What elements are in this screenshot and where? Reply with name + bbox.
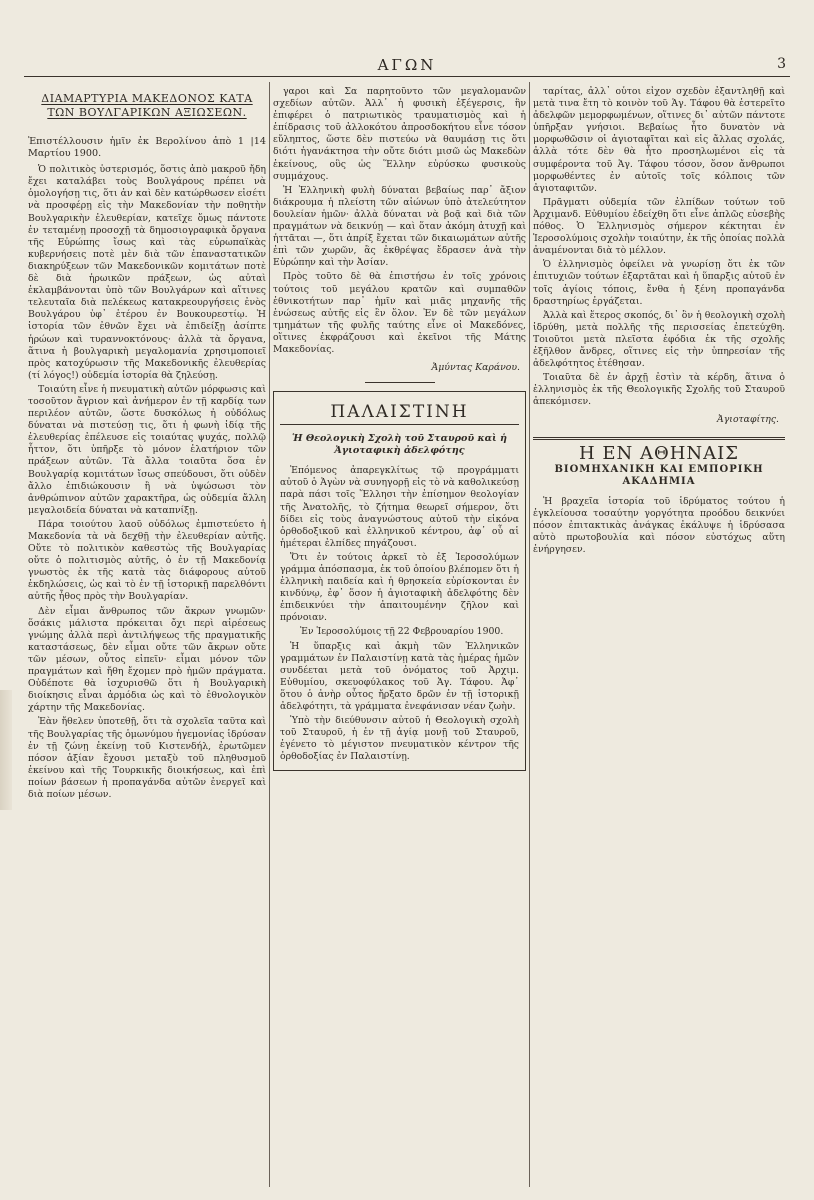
separator-rule — [533, 437, 785, 440]
paragraph: Ὅτι ἐν τούτοις ἀρκεῖ τὸ ἐξ Ἱεροσολύμων γράμμα ἀπόσπασμα, ἐκ τοῦ ὁποίου βλέπομεν ὅτι ἡ ἑλληνικὴ παιδεία καὶ ἡ θρησκεία εὑρίσκονται ἐν κινδύνῳ, ἐφ᾽ ὅσον ἡ ἀγιοταφικὴ ἀδελφότης δὲν ἐπιδεικνύει τὴν ἀπαιτουμένην ζῆλον καὶ πρόνοιαν. — [280, 551, 519, 624]
newspaper-title: ΑΓΩΝ — [377, 56, 437, 74]
paragraph: Τοιαύτη εἶνε ἡ πνευματικὴ αὐτῶν μόρφωσις καὶ τοσοῦτον ἄγριον καὶ ἀνήμερον ἐν τῇ καρδίᾳ των περιλέον αὐτῶν, ὥστε δυσκόλως ἠ οὐδόλως δύναται νὰ πιστεύσῃ τις, ὅτι ἡ φωνὴ ἰδίᾳ τῆς ἐλευθερίας ἐπέλευσε εἰς τοιαύτας ψυχάς, πολλῷ ἧττον, ὅτι ὑπῆρξε τὸ μόνον ἐλατήριον τῶν πράξεων αὐτῶν. Τὰ ἄλλα τοιαῦτα ὅσα ἐν Βουλγαρίᾳ κομιτάτων ἴσως σπεύδουσι, ὅτι οὐδὲν ἄλλο ἐπιδιώκουσιν ἢ νὰ ὑψώσωσι τὸν ἀνθρώπινον αὐτῶν χαρακτῆρα, ὡς οὐδεμία ἄλλη μεγαλοιδεία δύναται νὰ καταπνίξῃ. — [28, 383, 266, 516]
paragraph: Ἐπόμενος ἀπαρεγκλίτως τῷ προγράμματι αὐτοῦ ὁ Ἀγὼν νὰ συνηγορῇ εἰς τὸ νὰ καθολικεύσῃ παρὰ πάσι τοῖς Ἕλλησι τὴν ἐπίσημον θεολογίαν τῆς Ἀνατολῆς, τὸ ζήτημα θεωρεῖ σήμερον, ὅτι δίδει εἰς τοὺς ἀναγνώστους αὐτοῦ τὴν εἰκόνα ὀρθοδοξικοῦ καὶ ἑλληνικοῦ κέντρου, ἀφ᾽ οὗ αἱ ἡμέτεραι ἐλπίδες πηγάζουσι. — [280, 465, 519, 549]
column-3 — [533, 86, 785, 1186]
paragraph: γαροι καὶ Σα παρητοῦντο τῶν μεγαλομανῶν σχεδίων αὐτῶν. Ἀλλ᾽ ἡ φυσικὴ ἐξέγερσις, ἣν ἐπιφέρει ὁ πατριωτικὸς τραυματισμὸς καὶ ἡ ἐπίδρασις τοῦ ἀλλοκότου ἀπροσδοκήτου εἶνε τόσον εὔληπτος, ὥστε δὲν πιστεύω νὰ θαυμάσῃ τις ὅτι διότι ἠγανάκτησα τὴν οὔτε διότι μισῶ ὡς Μακεδὼν ἐκείνους, οὓς ὡς Ἕλλην εὐρύσκω φυσικοὺς συμμάχους. — [273, 86, 526, 182]
paragraph: Πρὸς τοῦτο δὲ θὰ ἐπιστήσω ἐν τοῖς χρόνοις τούτοις τοῦ μεγάλου κρατῶν καὶ συμπαθῶν ἐθνικοτήτων παρ᾽ ἡμῖν καὶ μιᾶς μηχανῆς τῆς ἑνώσεως αὐτῆς εἰς ἓν ὅλον. Ἐν δὲ τῶν μεγάλων τμημάτων τῆς φυλῆς ταύτης εἶνε οἱ Μακεδόνες, οἵτινες ἐκφράζουσι καὶ ἐκεῖνοι τῆς Μάτης Μακεδονίας. — [273, 271, 526, 355]
paragraph: Ὁ πολιτικὸς ὑστερισμός, ὅστις ἀπὸ μακροῦ ἤδη ἔχει καταλάβει τοὺς Βουλγάρους πρέπει νὰ ὁμολογήσῃ τις, ὅτι ἀν καὶ δὲν κατώρθωσεν εἰσέτι νὰ προσφέρῃ εἰς τὴν Μακεδονίαν τὴν ποθητὴν Βουλγαρικὴν ἐλευθερίαν, κατεῖχε ὅμως πάντοτε ἐν τεταμένῃ προσοχῇ τὰ δημοσιογραφικὰ ὄργανα τῆς Εὐρώπης ἴσως καὶ τὰς εὐρωπαϊκὰς κυβερνήσεις ποτὲ μὲν διὰ τῶν ἐπαναστατικῶν διακηρύξεων τῶν Μακεδονικῶν κομιτάτων ποτὲ δὲ διὰ ἡρωικῶν πράξεων, ὡς αὐταὶ ἐκλαμβάνονται ὑπὸ τῶν Βουλγάρων καὶ αἵτινες τελευταῖα διὰ πελέκεως κατακρεουργήσεις ἐνὸς Βουλγάρου ὑφ᾽ ἑτέρου ἐν Βουκουρεστίῳ. Ἡ ἱστορία τῶν ἐθνῶν ἔχει νὰ ἐπιδείξῃ ἀσίπτε ἡρώων καὶ τυραννοκτόνους· ἀλλὰ τὰ ὄργανα, ἅτινα ἡ βουλγαρικὴ μεγαλομανία χρησιμοποιεῖ πρὸς κατοχύρωσιν τῆς Μακεδονικῆς ἐλευθερίας (τί λόγος!) οὐδεμία ἱστορία θὰ ζηλεύσῃ. — [28, 164, 266, 381]
article-signature: Ἀμύντας Καράνου. — [431, 362, 520, 374]
article-date: Ἐν Ἱεροσολύμοις τῇ 22 Φεβρουαρίου 1900. — [300, 626, 504, 638]
paragraph: ταρίτας, ἀλλ᾽ οὗτοι εἶχον σχεδὸν ἐξαντληθῇ καὶ μετὰ τινα ἔτη τὸ κοινὸν τοῦ Ἁγ. Τάφου θὰ ἐστερεῖτο ἀδελφῶν μεμορφωμένων, οἵτινες δι᾽ αὐτῶν πάντοτε ὑπῆρξαν γνήσιοι. Βεβαίως ἦτο δυνατὸν νὰ μορφωθῶσιν οἱ ἀγιοταφῖται καὶ εἰς ἄλλας σχολάς, ἀλλὰ τότε δὲν θὰ ἦτο προσηλωμένοι εἰς τὰ συμφέροντα τοῦ Ἁγ. Τάφου τόσον, ὅσον ἄνθρωποι μορφωθέντες ἐν αὐτοῖς τοῖς κόλποις τῶν ἀγιοταφιτῶν. — [533, 86, 785, 194]
column-rule-1 — [269, 82, 270, 1187]
page-header — [24, 56, 790, 77]
paragraph: Δὲν εἶμαι ἄνθρωπος τῶν ἄκρων γνωμῶν· ὅσάκις μάλιστα πρόκειται ὄχι περὶ αἰρέσεως γνώμης ἀλλὰ περὶ ἀντιλήψεως τῆς πραγματικῆς καταστάσεως, δὲν εἶμαι οὔτε τῶν ἄκρων οὔτε τῶν μέσων, οὗτος εἰπεῖν· εἶμαι μόνον τῶν πραγμάτων καὶ ἤθη ἔχομεν πρὸ ἡμῶν πράγματα. Οὐδέποτε θὰ ἰσχυρισθῶ ὅτι ἡ Βουλγαρικὴ διοίκησις εἶναι ἀρμόδια ὡς καὶ τὸ ἐθνολογικὸν χάρτην τῆς Μακεδονίας. — [28, 605, 266, 714]
column-1 — [28, 86, 266, 1186]
separator-rule — [365, 382, 435, 383]
article-subtitle: ΒΙΟΜΗΧΑΝΙΚΗ ΚΑΙ ΕΜΠΟΡΙΚΗ ΑΚΑΔΗΜΙΑ — [554, 463, 764, 487]
paragraph: Ἀλλὰ καὶ ἕτερος σκοπός, δι᾽ ὃν ἡ θεολογικὴ σχολὴ ἱδρύθη, μετὰ πολλῆς τῆς περισσείας ἐπετεύχθη. Τοιοῦτοι μετὰ πλεῖστα ἐφόδια ἐκ τῆς σχολῆς ἐξῆλθον ἄνδρες, οἵτινες εἰς τὴν ὑπηρεσίαν τῆς ἀδελφότητος ἐτέθησαν. — [533, 309, 785, 370]
article-signature: Ἀγιοταφίτης. — [717, 414, 779, 426]
article-title: Η ΕΝ ΑΘΗΝΑΙΣ — [578, 442, 740, 464]
section-title: ΠΑΛΑΙΣΤΙΝΗ — [280, 396, 519, 425]
paragraph: Ἡ ὕπαρξις καὶ ἀκμὴ τῶν Ἑλληνικῶν γραμμάτων ἐν Παλαιστίνῃ κατὰ τὰς ἡμέρας ἡμῶν συνδέεται μετὰ τοῦ ὀνόματος τοῦ Ἀρχιμ. Εὐθυμίου, σκευοφύλακος τοῦ Ἁγ. Τάφου. Ἀφ᾽ ὅτου ὁ ἀνὴρ οὗτος ἤρξατο δρῶν ἐν τῇ ἱστορικῇ ἀδελφότητι, τὰ γράμματα ἐνεφάνισαν νέαν ζωὴν. — [280, 640, 519, 713]
article-dateline: Ἐπιστέλλουσιν ἡμῖν ἐκ Βερολίνου ἀπὸ 1 |14 Μαρτίου 1900. — [28, 136, 266, 160]
paragraph: Ἡ Ἑλληνικὴ φυλὴ δύναται βεβαίως παρ᾽ ἄξιον διάκρουμα ἡ πλείστη τῶν αἰώνων ὑπὸ ἀτελεύτητον δουλείαν ἡμῶν· ἀλλὰ δύναται νὰ βοᾷ καὶ διὰ τῶν πραγμάτων νὰ δεικνύῃ — καὶ ὅταν ἀκόμη ἀτυχῇ καὶ ἡττᾶται —, ὅτι ἀπρίξ ἔχεται τῶν δικαιωμάτων αὐτῆς ἐπὶ τῶν χωρῶν, ἃς ἐκθρέψας ἔδρασεν ἀνὰ τὴν Εὐρώπην καὶ τὴν Ἀσίαν. — [273, 184, 526, 269]
paragraph: Ἐὰν ἤθελεν ὑποτεθῇ, ὅτι τὰ σχολεῖα ταῦτα καὶ τῆς Βουλγαρίας τῆς ὁμωνύμου ἡγεμονίας ἱδρύσαν ἐν τῇ ζώνῃ ἐκείνῃ τοῦ Κιστενδήλ, ἐρωτῶμεν πόσον ἀξίαν ἔχουσι μεταξὺ τοῦ πληθυσμοῦ ἐκείνου καὶ τῆς Τουρκικῆς διοικήσεως, καὶ ἐπὶ ποίων βάσεων ἡ προπαγάνδα αὐτῶν ἐνεργεῖ καὶ διὰ ποίων μέσων. — [28, 716, 266, 800]
paragraph: Ὁ ἑλληνισμὸς ὀφείλει νὰ γνωρίσῃ ὅτι ἐκ τῶν ἐπιτυχιῶν τούτων ἐξαρτᾶται καὶ ἡ ὕπαρξις αὐτοῦ ἐν τοῖς ἁγίοις τόποις, ἔνθα ἡ ξένη προπαγάνδα δραστηρίως ἐργάζεται. — [533, 259, 785, 307]
column-2 — [273, 86, 526, 1186]
paragraph: Πρᾶγματι οὐδεμία τῶν ἐλπίδων τούτων τοῦ Ἀρχιμανδ. Εὐθυμίου ἐδείχθη ὅτι εἶνε ἁπλῶς εὐσεβὴς πόθος. Ὁ Ἑλληνισμὸς σήμερον κέκτηται ἐν Ἱεροσολύμοις σχολὴν τοιαύτην, ἐκ τῆς ὁποίας πολλὰ ἀναμένονται διὰ τὸ μέλλον. — [533, 196, 785, 257]
paragraph: Ὑπὸ τὴν διεύθυνσιν αὐτοῦ ἡ Θεολογικὴ σχολὴ τοῦ Σταυροῦ, ἡ ἐν τῇ ἁγίᾳ μονῇ τοῦ Σταυροῦ, ἐγένετο τὸ μέγιστον πνευματικὸν κέντρον τῆς ὀρθοδοξίας ἐν Παλαιστίνῃ. — [280, 715, 519, 763]
column-rule-2 — [529, 82, 530, 1187]
palestine-section — [273, 391, 526, 770]
article-title: ΔΙΑΜΑΡΤΥΡΙΑ ΜΑΚΕΔΟΝΟΣ ΚΑΤΑ ΤΩΝ ΒΟΥΛΓΑΡΙΚΩΝ ΑΞΙΩΣΕΩΝ. — [41, 92, 253, 119]
paragraph: Πάρα τοιούτου λαοῦ οὐδόλως ἐμπιστεύετο ἡ Μακεδονία τὰ νὰ δεχθῇ τὴν ἐλευθερίαν αὐτῆς. Οὔτε τὸ πολιτικὸν καθεστὼς τῆς Βουλγαρίας οὔτε ὁ πολιτισμὸς αὐτῆς, ὁ ἐν τῇ Μακεδονίᾳ γνωστὸς ἐκ τῆς κατὰ τὰς διάφορους αὐτοῦ ἐκδηλώσεις, ὡς καὶ τὸ ἐν τῇ ἱστορικῇ παρελθόντι αὐτῆς ἦθος πρὸς τὴν Βουλγαρίαν. — [28, 518, 266, 603]
page-number: 3 — [777, 56, 786, 72]
paragraph: Ἡ βραχεῖα ἱστορία τοῦ ἱδρύματος τούτου ἡ ἐγκλείουσα τοσαύτην γοργότητα προόδου δεικνύει πόσον ἐπιτακτικὰς ἀνάγκας ἐκάλυψε ἡ ἱδρύσασα αὐτὸ πρωτοβουλία καὶ πόσον εὐστόχως αὕτη ἐνήργησεν. — [533, 495, 785, 556]
article-subtitle: Ἡ Θεολογικὴ Σχολὴ τοῦ Σταυροῦ καὶ ἡ Ἀγιοταφικὴ ἀδελφότης — [291, 433, 507, 457]
paragraph: Τοιαῦτα δὲ ἐν ἀρχῇ ἐστὶν τὰ κέρδη, ἅτινα ὁ ἑλληνισμὸς ἐκ τῆς Θεολογικῆς Σχολῆς τοῦ Σταυροῦ ἀπεκόμισεν. — [533, 372, 785, 408]
binding-tape — [0, 690, 12, 810]
